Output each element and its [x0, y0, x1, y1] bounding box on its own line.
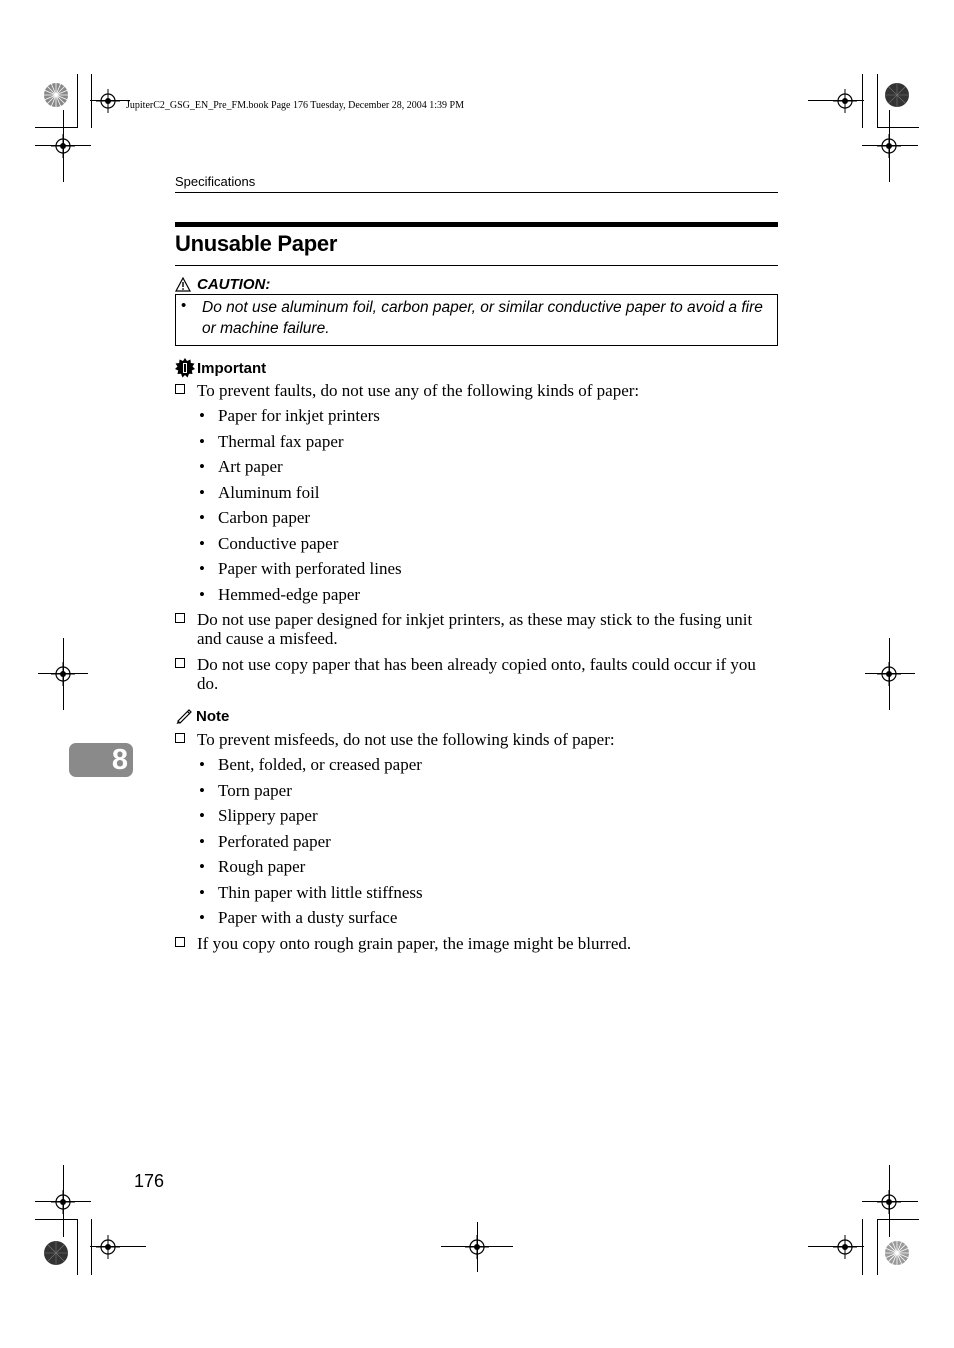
caution-label: CAUTION: — [197, 276, 271, 293]
crop-mark — [91, 1219, 92, 1275]
important-item-1 — [175, 381, 780, 400]
note-heading — [175, 707, 229, 725]
list-item: • Carbon paper — [199, 505, 780, 531]
note-intro: To prevent misfeeds, do not use the following kinds of paper: — [197, 730, 615, 749]
important-label: Important — [197, 359, 267, 377]
registration-mark-icon — [877, 662, 901, 686]
caution-text: Do not use aluminum foil, carbon paper, or similar conductive paper to avoid a fire or machine failure. — [202, 299, 763, 337]
crop-mark — [877, 1219, 878, 1275]
caution-box — [175, 294, 778, 346]
list-item: • Aluminum foil — [199, 480, 780, 506]
list-item: • Thermal fax paper — [199, 429, 780, 455]
list-item: • Paper with perforated lines — [199, 556, 780, 582]
important-section — [175, 381, 780, 693]
note-label: Note — [196, 707, 230, 725]
registration-mark-icon — [465, 1235, 489, 1259]
crop-mark — [862, 1219, 863, 1275]
color-wheel-icon — [43, 82, 69, 108]
checkbox-icon — [175, 613, 185, 623]
title-rule-top — [175, 222, 778, 227]
crop-mark — [877, 1219, 919, 1220]
list-item: • Hemmed-edge paper — [199, 582, 780, 608]
list-item: • Perforated paper — [199, 829, 780, 855]
color-wheel-icon — [884, 1240, 910, 1266]
crop-mark — [77, 1219, 78, 1275]
important-heading — [175, 358, 266, 378]
registration-mark-icon — [833, 1235, 857, 1259]
caution-bullet: • — [181, 297, 187, 314]
important-item-3 — [175, 655, 780, 693]
list-item: • Conductive paper — [199, 531, 780, 557]
crop-mark — [877, 127, 919, 128]
registration-mark-icon — [877, 1190, 901, 1214]
registration-mark-icon — [96, 89, 120, 113]
chapter-tab — [69, 743, 133, 777]
checkbox-icon — [175, 384, 185, 394]
page-title: Unusable Paper — [175, 231, 338, 256]
registration-mark-icon — [96, 1235, 120, 1259]
registration-mark-icon — [51, 134, 75, 158]
important-intro: To prevent faults, do not use any of the following kinds of paper: — [197, 381, 640, 400]
registration-mark-icon — [51, 1190, 75, 1214]
checkbox-icon — [175, 733, 185, 743]
list-item: • Torn paper — [199, 778, 780, 804]
important-badge-icon — [175, 358, 195, 378]
header-divider — [175, 192, 778, 193]
crop-mark — [862, 74, 863, 128]
list-item: • Art paper — [199, 454, 780, 480]
chapter-number: 8 — [111, 744, 127, 776]
crop-mark — [91, 74, 92, 128]
important-item-2 — [175, 610, 780, 648]
note-item-2 — [175, 934, 780, 953]
running-head: Specifications — [175, 174, 256, 189]
caution-heading — [175, 276, 270, 293]
list-item: • Paper with a dusty surface — [199, 905, 780, 931]
checkbox-icon — [175, 658, 185, 668]
registration-mark-icon — [51, 662, 75, 686]
crop-mark — [877, 74, 878, 128]
crop-mark — [35, 1219, 77, 1220]
important-item-2-text: Do not use paper designed for inkjet printers, as these may stick to the fusing unit and cause a misfeed. — [197, 610, 753, 648]
color-wheel-icon — [43, 1240, 69, 1266]
important-item-3-text: Do not use copy paper that has been already copied onto, faults could occur if you do. — [197, 655, 756, 693]
page-number: 176 — [134, 1171, 165, 1191]
important-bullet-list — [175, 403, 780, 607]
list-item: • Thin paper with little stiffness — [199, 880, 780, 906]
crop-mark — [77, 74, 78, 128]
crop-mark — [35, 127, 77, 128]
note-item-1 — [175, 730, 780, 749]
note-item-2-text: If you copy onto rough grain paper, the image might be blurred. — [197, 933, 632, 953]
list-item: • Bent, folded, or creased paper — [199, 752, 780, 778]
list-item: • Paper for inkjet printers — [199, 403, 780, 429]
note-bullet-list — [175, 752, 780, 931]
file-info: JupiterC2_GSG_EN_Pre_FM.book Page 176 Tuesday, December 28, 2004 1:39 PM — [126, 100, 464, 111]
pencil-icon — [175, 707, 194, 725]
list-item: • Slippery paper — [199, 803, 780, 829]
checkbox-icon — [175, 937, 185, 947]
title-rule-bottom — [175, 265, 778, 266]
registration-mark-icon — [877, 134, 901, 158]
registration-mark-icon — [833, 89, 857, 113]
list-item: • Rough paper — [199, 854, 780, 880]
warning-triangle-icon — [175, 277, 191, 292]
note-section — [175, 730, 780, 953]
color-wheel-icon — [884, 82, 910, 108]
